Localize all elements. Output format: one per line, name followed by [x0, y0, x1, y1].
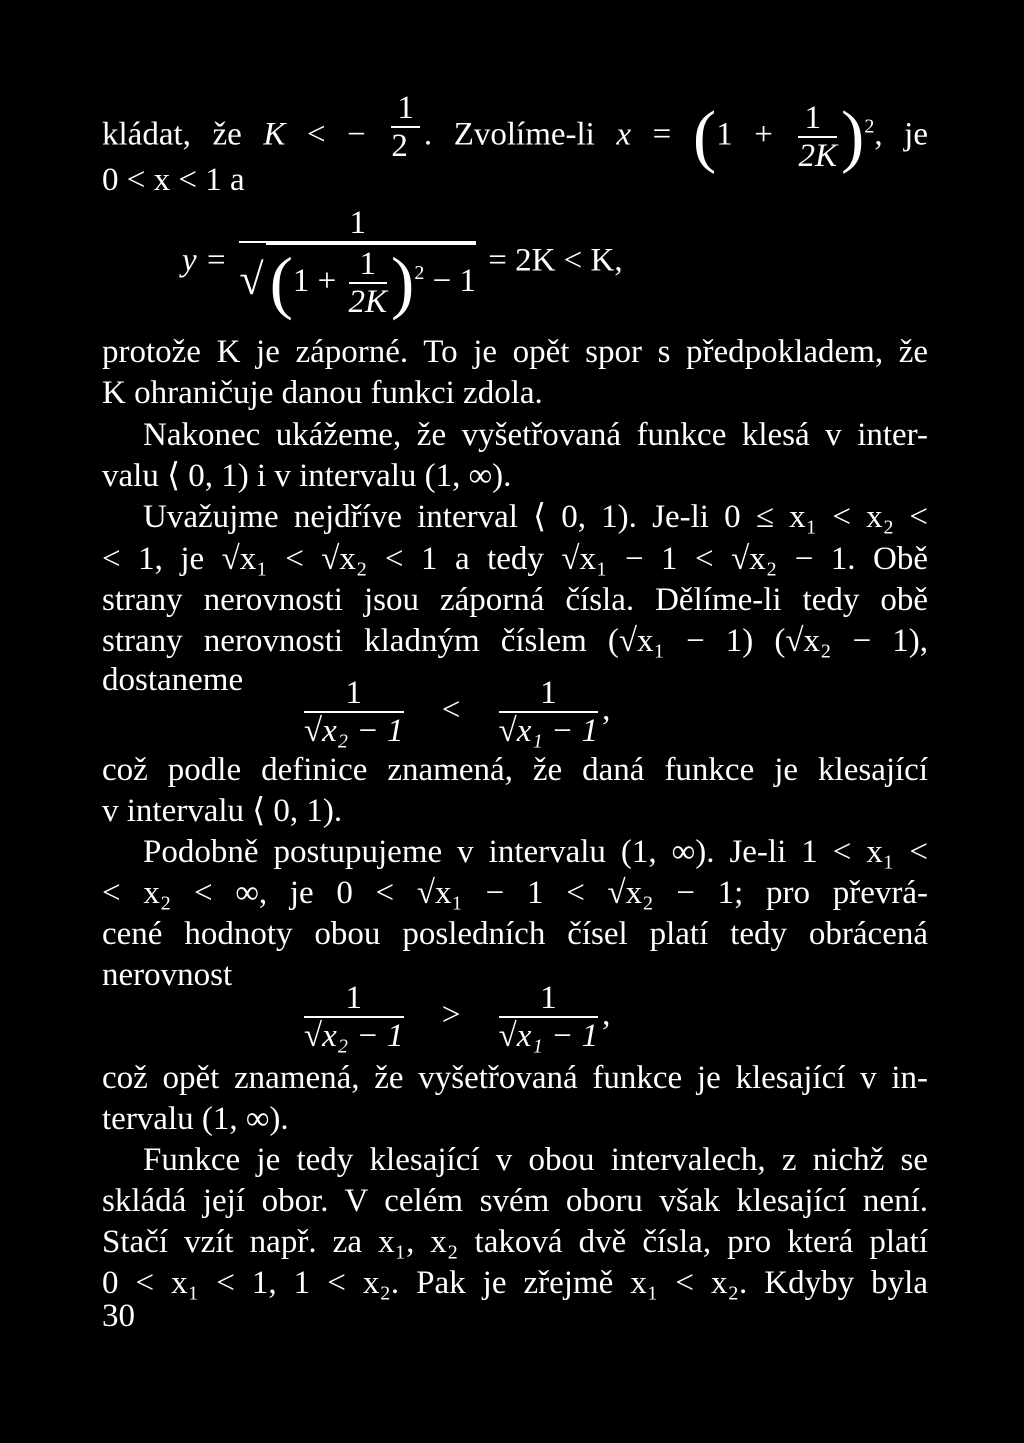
para3-line: strany nerovnosti kladným číslem (√x₁ − 1) (√x₂ − 1), [102, 623, 928, 659]
denominator: √x₂ − 1 [304, 713, 404, 749]
para6-line: tervalu (1, ∞). [102, 1101, 289, 1137]
para4-line: což podle definice znamená, že daná funkce je klesající [102, 752, 928, 788]
text: − 1 [424, 263, 476, 299]
para5-line: nerovnost [102, 957, 233, 993]
para7-line: 0 < x₁ < 1, 1 < x₂. Pak je zřejmě x₁ < x₂. Kdyby byla [102, 1265, 928, 1301]
paren-open: ( [269, 244, 293, 322]
para5-line: cené hodnoty obou posledních čísel platí tedy obrácená [102, 916, 928, 952]
para3-line: strany nerovnosti jsou záporná čísla. Dělíme-li tedy obě [102, 582, 928, 618]
para4-line: v intervalu ⟨ 0, 1). [102, 793, 343, 829]
denominator: 2K [798, 138, 837, 174]
page-number: 30 [102, 1298, 135, 1334]
y-fraction [239, 205, 476, 320]
paren-close: ) [391, 244, 415, 322]
inequality-1 [300, 675, 610, 749]
text: , je [874, 116, 928, 153]
text: 1 + [716, 116, 795, 153]
var-x: x [616, 116, 632, 153]
inner-fraction [349, 246, 388, 320]
denominator: 2 [391, 128, 408, 164]
relation: > [441, 996, 461, 1033]
para1-line: protože K je záporné. To je opět spor s předpokladem, že [102, 334, 928, 370]
numerator: 1 [499, 675, 599, 713]
para2-line: Nakonec ukážeme, že vyšetřovaná funkce klesá v inter- [143, 417, 928, 453]
y-lhs: y = [182, 242, 236, 279]
y-equation [182, 205, 623, 320]
left-fraction [304, 980, 404, 1054]
para5-line: < x₂ < ∞, je 0 < √x₁ − 1 < √x₂ − 1; pro převrá- [102, 875, 928, 911]
denominator: √x₁ − 1 [498, 713, 599, 749]
para3-line: Uvažujme nejdříve interval ⟨ 0, 1). Je-li 0 ≤ x₁ < x₂ < [143, 499, 928, 535]
text: < − [285, 116, 388, 153]
para7-line: skládá její obor. V celém svém oboru však klesající není. [102, 1183, 928, 1219]
para7-line: Funkce je tedy klesající v obou intervalech, z nichž se [143, 1142, 928, 1178]
numerator: 1 [304, 675, 404, 713]
para2-line: valu ⟨ 0, 1) i v intervalu (1, ∞). [102, 458, 512, 494]
text: 1 + [292, 263, 345, 299]
exponent: 2 [414, 262, 425, 284]
right-fraction [499, 675, 599, 749]
relation: < [441, 691, 461, 728]
y-rhs: = 2K < K, [479, 242, 623, 279]
inequality-2 [300, 980, 610, 1054]
numerator: 1 [391, 90, 420, 128]
paren-close: ) [841, 98, 865, 175]
fraction-one-half [391, 90, 420, 164]
text: , [602, 691, 611, 728]
paren-open: ( [692, 98, 717, 175]
text: = [631, 116, 693, 153]
denominator: √x₁ − 1 [498, 1018, 599, 1054]
denominator [239, 243, 476, 320]
numerator: 1 [499, 980, 599, 1018]
text: , [602, 996, 611, 1033]
numerator: 1 [239, 205, 476, 243]
line-0-x-1: 0 < x < 1 a [102, 162, 245, 198]
left-fraction [304, 675, 404, 749]
para1-line: K ohraničuje danou funkci zdola. [102, 375, 543, 411]
denominator: √x₂ − 1 [304, 1018, 404, 1054]
numerator: 1 [349, 246, 388, 284]
para6-line: což opět znamená, že vyšetřovaná funkce je klesající v in- [102, 1060, 928, 1096]
var-k: K [263, 116, 286, 153]
para7-line: Stačí vzít např. za x₁, x₂ taková dvě čísla, pro která platí [102, 1224, 928, 1260]
denominator: 2K [348, 284, 388, 321]
para3-line: < 1, je √x₁ < √x₂ < 1 a tedy √x₁ − 1 < √x₂ − 1. Obě [102, 541, 928, 577]
right-fraction [499, 980, 599, 1054]
para3-line: dostaneme [102, 662, 244, 698]
para5-line: Podobně postupujeme v intervalu (1, ∞). Je-li 1 < x₁ < [143, 834, 928, 870]
exponent: 2 [864, 115, 875, 138]
numerator: 1 [798, 100, 837, 138]
text: kládat, že [102, 116, 264, 153]
radical-icon: √ [239, 255, 264, 304]
radicand [266, 243, 476, 320]
text: . Zvolíme-li [423, 116, 617, 153]
numerator: 1 [304, 980, 404, 1018]
